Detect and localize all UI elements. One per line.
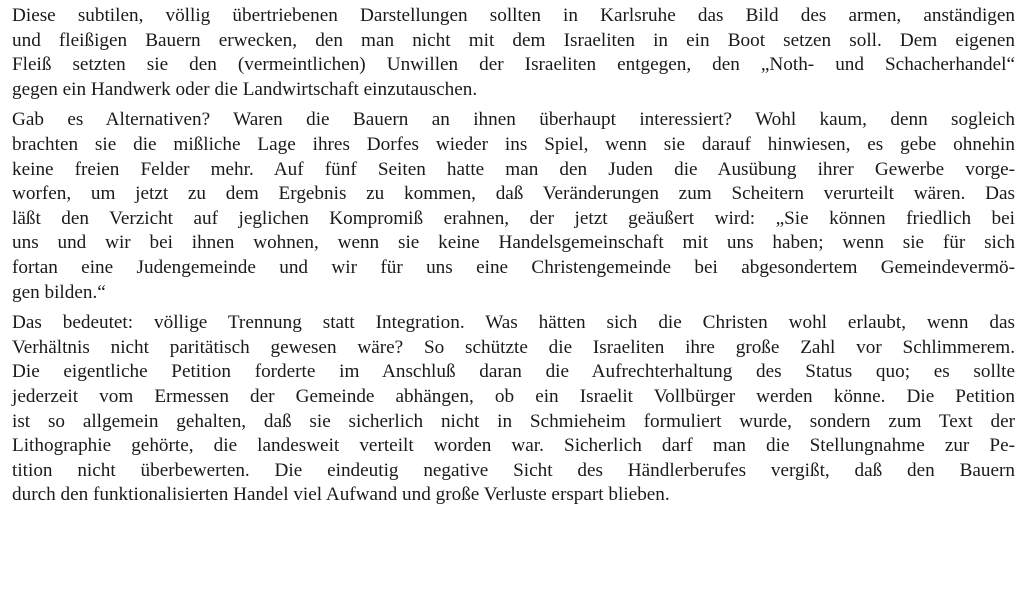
text-line: läßt den Verzicht auf jeglichen Kompromiß erahnen, der jetzt geäußert wird: „Sie können friedlich bei: [12, 207, 1015, 229]
text-line: Die eigentliche Petition forderte im Anschluß daran die Aufrechterhaltung des Status quo; es sollte: [12, 361, 1015, 383]
text-line: gegen ein Handwerk oder die Landwirtschaft einzutauschen.: [12, 78, 478, 100]
text-line: gen bilden.“: [12, 281, 106, 303]
text-line: Verhältnis nicht paritätisch gewesen wäre? So schützte die Israeliten ihre große Zahl vor Schlimmerem.: [12, 336, 1015, 358]
text-line: ist so allgemein gehalten, daß sie sicherlich nicht in Schmieheim formuliert wurde, sondern zum Text der: [12, 410, 1015, 432]
text-line: Das bedeutet: völlige Trennung statt Integration. Was hätten sich die Christen wohl erlaubt, wenn das: [12, 312, 1015, 334]
text-line: uns und wir bei ihnen wohnen, wenn sie keine Handelsgemeinschaft mit uns haben; wenn sie für sich: [12, 232, 1015, 254]
text-line: fortan eine Judengemeinde und wir für uns eine Christengemeinde bei abgesondertem Gemeindevermö-: [12, 256, 1015, 278]
text-line: Diese subtilen, völlig übertriebenen Darstellungen sollten in Karlsruhe das Bild des armen, anständigen: [12, 5, 1015, 26]
paragraph-2: [12, 108, 1015, 305]
text-line: und fleißigen Bauern erwecken, den man nicht mit dem Israeliten in ein Boot setzen soll. Dem eigenen: [12, 29, 1015, 51]
paragraph-1: [12, 4, 1015, 102]
paragraph-3: [12, 311, 1015, 508]
text-line: brachten sie die mißliche Lage ihres Dorfes wieder ins Spiel, wenn sie darauf hinwiesen, es gebe ohnehin: [12, 133, 1015, 155]
text-line: durch den funktionalisierten Handel viel Aufwand und große Verluste erspart blieben.: [12, 484, 670, 506]
text-line: keine freien Felder mehr. Auf fünf Seiten hatte man den Juden die Ausübung ihrer Gewerbe vorge-: [12, 158, 1015, 180]
text-line: worfen, um jetzt zu dem Ergebnis zu kommen, daß Veränderungen zum Scheitern verurteilt wären. Das: [12, 183, 1015, 205]
text-line: Lithographie gehörte, die landesweit verteilt worden war. Sicherlich darf man die Stellungnahme zur Pe-: [12, 435, 1015, 457]
text-line: Gab es Alternativen? Waren die Bauern an ihnen überhaupt interessiert? Wohl kaum, denn sogleich: [12, 109, 1015, 131]
text-line: jederzeit vom Ermessen der Gemeinde abhängen, ob ein Israelit Vollbürger werden könne. Die Petition: [12, 385, 1015, 407]
text-line: tition nicht überbewerten. Die eindeutig negative Sicht des Händlerberufes vergißt, daß den Bauern: [12, 459, 1015, 481]
document-page: [12, 4, 1015, 597]
text-line: Fleiß setzten sie den (vermeintlichen) Unwillen der Israeliten entgegen, den „Noth- und Schacherhandel“: [12, 54, 1015, 76]
